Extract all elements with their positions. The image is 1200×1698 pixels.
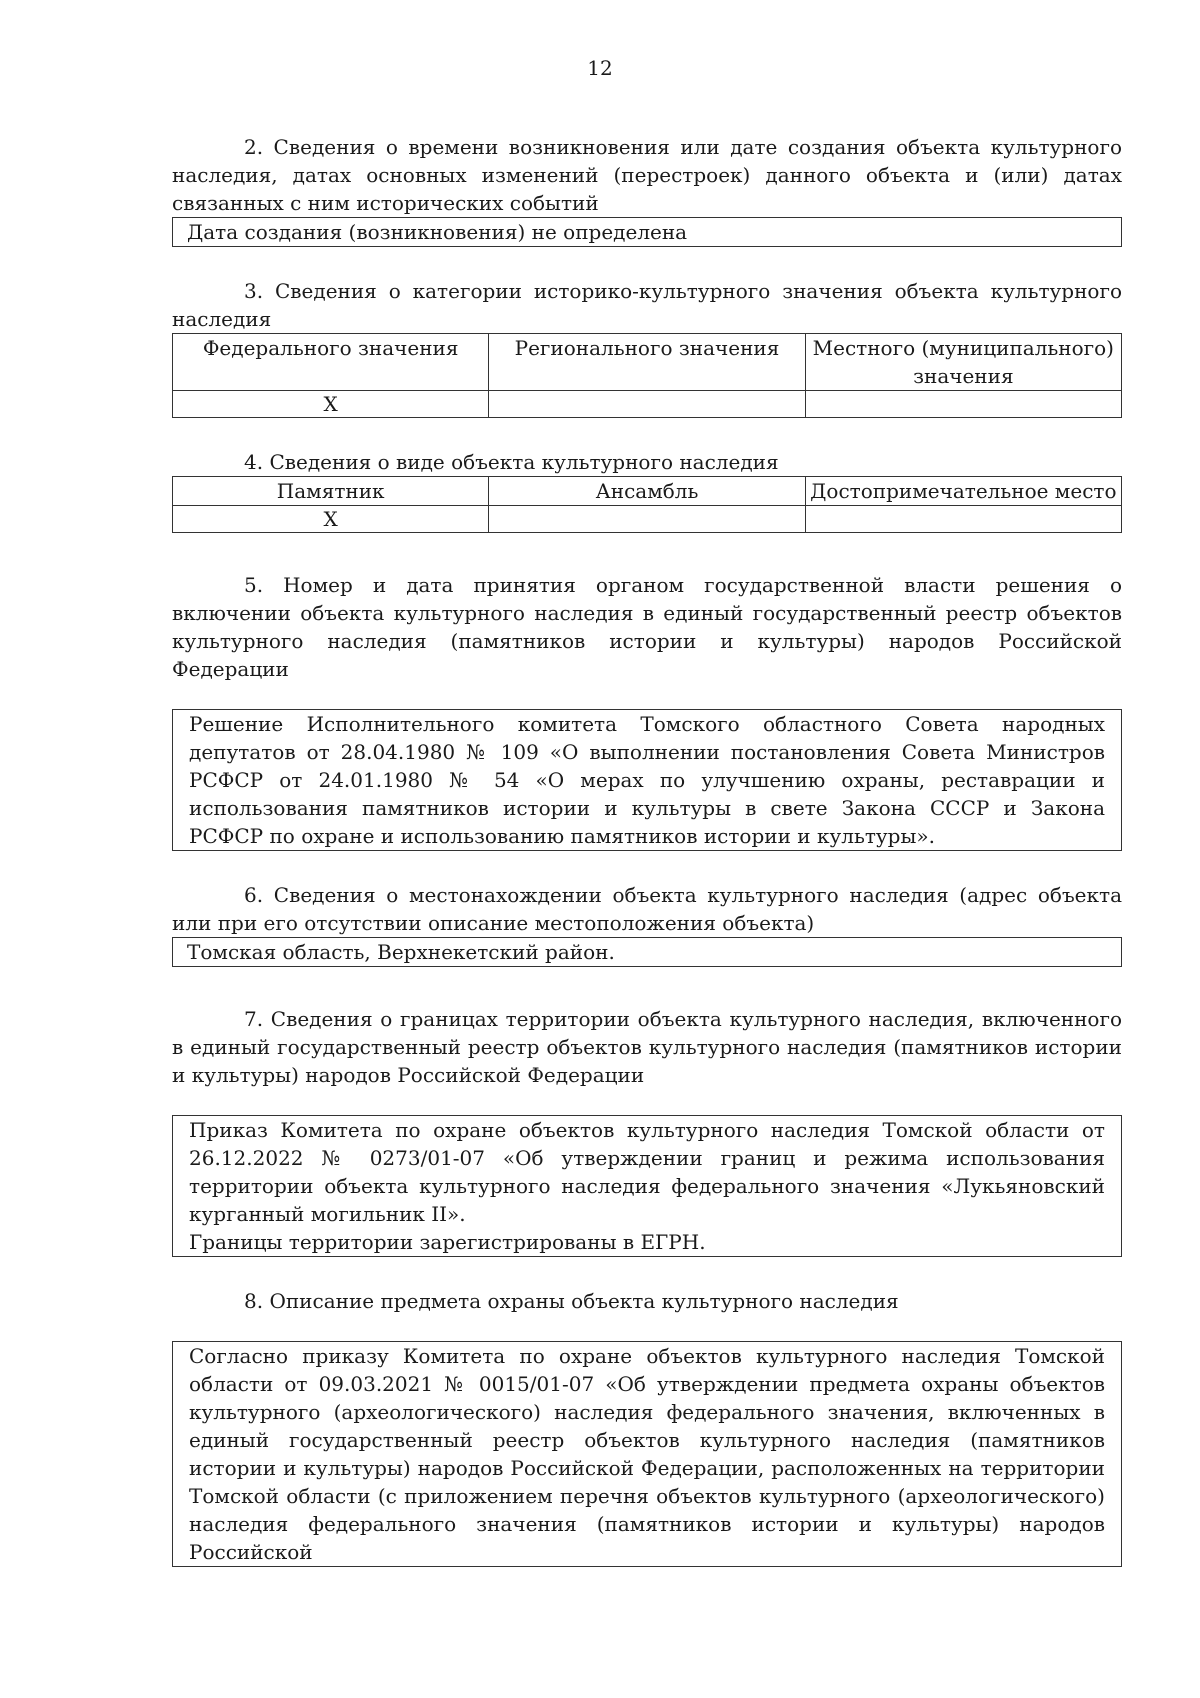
category-header-cell: Федерального значения xyxy=(173,334,489,391)
type-header-cell: Ансамбль xyxy=(489,477,805,506)
section-6-value-box xyxy=(172,937,1122,967)
section-2-heading: 2. Сведения о времени возникновения или дате создания объекта культурного наследия, датах основных изменений (перестроек) данного объекта и (или) датах связанных с ним исторических событий xyxy=(172,135,1122,215)
category-mark-cell xyxy=(805,391,1121,418)
section-8-heading: 8. Описание предмета охраны объекта культурного наследия xyxy=(244,1289,899,1313)
category-header-row xyxy=(173,334,1122,391)
type-header-cell: Достопримечательное место xyxy=(805,477,1121,506)
section-7-value-box xyxy=(172,1115,1122,1257)
section-6-value: Томская область, Верхнекетский район. xyxy=(187,940,615,964)
type-mark-cell xyxy=(805,506,1121,533)
section-2-value-box xyxy=(172,217,1122,247)
category-mark-cell: Х xyxy=(173,391,489,418)
category-header-cell: Местного (муниципального) значения xyxy=(805,334,1121,391)
type-table xyxy=(172,476,1122,533)
section-7-heading: 7. Сведения о границах территории объекта культурного наследия, включенного в единый государственный реестр объектов культурного наследия (памятников истории и культуры) народов Российской Федерации xyxy=(172,1007,1122,1087)
type-mark-cell: Х xyxy=(173,506,489,533)
section-7-value: Приказ Комитета по охране объектов культурного наследия Томской области от 26.12.2022 № 0273/01-07 «Об утверждении границ и режима использования территории объекта культурного наследия федерального значения «Лукьяновский курганный могильник II». xyxy=(189,1118,1105,1226)
section-6-heading: 6. Сведения о местонахождении объекта культурного наследия (адрес объекта или при его отсутствии описание местоположения объекта) xyxy=(172,883,1122,935)
type-mark-cell xyxy=(489,506,805,533)
type-mark-row xyxy=(173,506,1122,533)
category-table xyxy=(172,333,1122,418)
type-header-row xyxy=(173,477,1122,506)
type-header-cell: Памятник xyxy=(173,477,489,506)
section-2-value: Дата создания (возникновения) не определена xyxy=(187,220,688,244)
document-body xyxy=(172,133,1122,1567)
section-8-value: Согласно приказу Комитета по охране объектов культурного наследия Томской области от 09.03.2021 № 0015/01-07 «Об утверждении предмета охраны объектов культурного (археологического) наследия федерального значения, включенных в единый государственный реестр объектов культурного наследия (памятников истории и культуры) народов Российской Федерации, расположенных на территории Томской области (с приложением перечня объектов культурного (археологического) наследия федерального значения (памятников истории и культуры) народов Российской xyxy=(189,1344,1105,1564)
section-5-value: Решение Исполнительного комитета Томского областного Совета народных депутатов от 28.04.1980 № 109 «О выполнении постановления Совета Министров РСФСР от 24.01.1980 № 54 «О мерах по улучшению охраны, реставрации и использования памятников истории и культуры в свете Закона СССР и Закона РСФСР по охране и использованию памятников истории и культуры». xyxy=(189,712,1105,848)
category-mark-row xyxy=(173,391,1122,418)
section-7-note: Границы территории зарегистрированы в ЕГРН. xyxy=(189,1230,706,1254)
category-mark-cell xyxy=(489,391,805,418)
page-number: 12 xyxy=(587,56,613,80)
section-5-value-box xyxy=(172,709,1122,851)
section-4-heading: 4. Сведения о виде объекта культурного наследия xyxy=(244,450,779,474)
section-8-value-box xyxy=(172,1341,1122,1567)
section-3-heading: 3. Сведения о категории историко-культурного значения объекта культурного наследия xyxy=(172,279,1122,331)
section-5-heading: 5. Номер и дата принятия органом государственной власти решения о включении объекта культурного наследия в единый государственный реестр объектов культурного наследия (памятников истории и культуры) народов Российской Федерации xyxy=(172,573,1122,681)
category-header-cell: Регионального значения xyxy=(489,334,805,391)
